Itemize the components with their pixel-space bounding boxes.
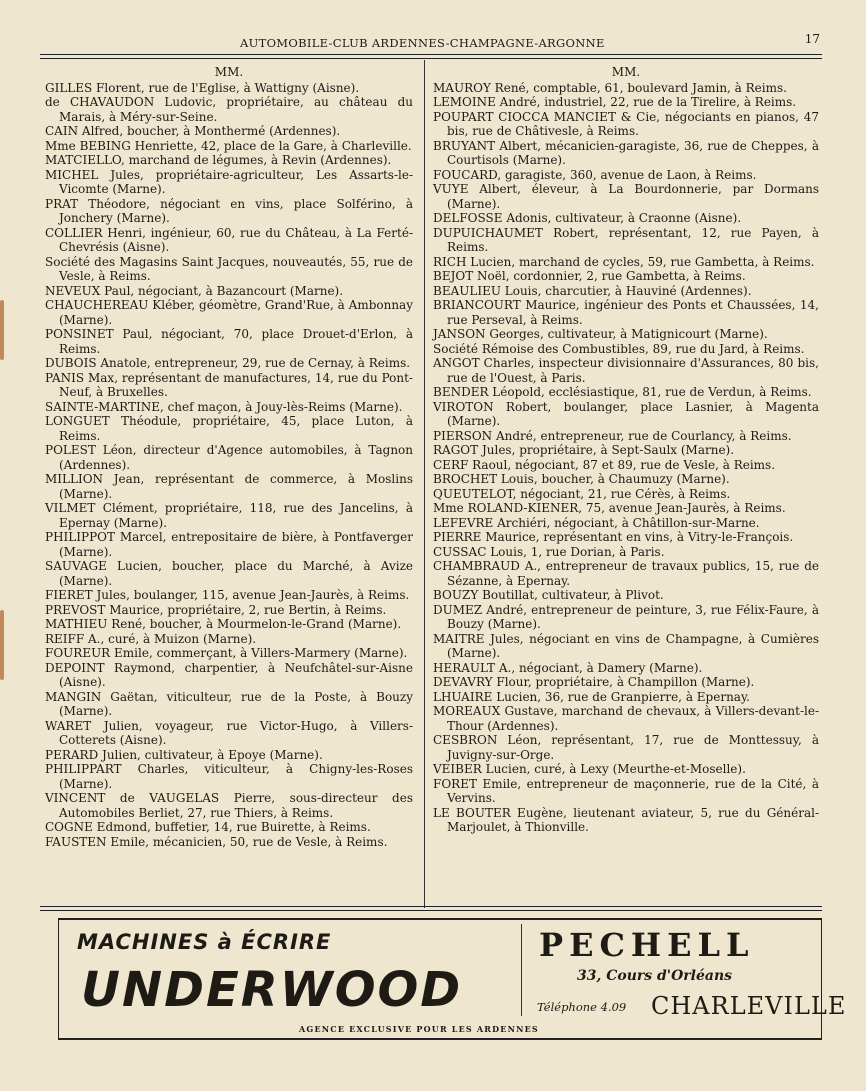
list-item: QUEUTELOT, négociant, 21, rue Cérès, à Reims. <box>433 486 731 501</box>
ad-address: 33, Cours d'Orléans <box>577 968 733 984</box>
list-item: de CHAVAUDON Ludovic, propriétaire, au château du Marais, à Méry-sur-Seine. <box>45 95 413 124</box>
binding-stain <box>0 300 4 360</box>
list-item: PRAT Théodore, négociant en vins, place Solférino, à Jonchery (Marne). <box>45 196 413 225</box>
right-column <box>433 65 819 835</box>
list-item: Mme ROLAND-KIENER, 75, avenue Jean-Jaurès, à Reims. <box>433 501 786 515</box>
list-item: FOUCARD, garagiste, 360, avenue de Laon, à Reims. <box>433 167 757 182</box>
list-item: MANGIN Gaëtan, viticulteur, rue de la Poste, à Bouzy (Marne). <box>45 689 413 718</box>
list-item: FIERET Jules, boulanger, 115, avenue Jean-Jaurès, à Reims. <box>45 588 410 602</box>
list-item: Société Rémoise des Combustibles, 89, rue du Jard, à Reims. <box>433 341 805 356</box>
ad-divider <box>521 924 522 1016</box>
footer-rule <box>40 906 822 907</box>
ad-agency-note: AGENCE EXCLUSIVE POUR LES ARDENNES <box>299 1024 539 1034</box>
left-column <box>45 65 413 849</box>
list-item: CESBRON Léon, représentant, 17, rue de Monttessuy, à Juvigny-sur-Orge. <box>433 733 819 762</box>
ad-dealer-name: PECHELL <box>539 926 755 964</box>
list-item: VEIBER Lucien, curé, à Lexy (Meurthe-et-Moselle). <box>433 762 746 776</box>
header-title: AUTOMOBILE-CLUB ARDENNES-CHAMPAGNE-ARGONNE <box>240 36 605 50</box>
ad-city: CHARLEVILLE <box>651 992 847 1020</box>
ad-telephone: Téléphone 4.09 <box>537 1000 627 1014</box>
list-item: CUSSAC Louis, 1, rue Dorian, à Paris. <box>433 544 665 559</box>
list-item: FORET Emile, entrepreneur de maçonnerie, rue de la Cité, à Vervins. <box>433 776 819 805</box>
list-item: Mme BEBING Henriette, 42, place de la Gare, à Charleville. <box>45 138 412 153</box>
list-item: PIERSON André, entrepreneur, rue de Courlancy, à Reims. <box>433 428 792 443</box>
list-item: COGNE Edmond, buffetier, 14, rue Buirette, à Reims. <box>45 820 371 834</box>
list-item: MOREAUX Gustave, marchand de chevaux, à Villers-devant-le-Thour (Ardennes). <box>433 704 819 733</box>
header-rule-thin <box>40 58 822 59</box>
list-item: BENDER Léopold, ecclésiastique, 81, rue de Verdun, à Reims. <box>433 385 812 399</box>
list-item: MATHIEU René, boucher, à Mourmelon-le-Grand (Marne). <box>45 617 402 631</box>
list-item: PONSINET Paul, négociant, 70, place Drouet-d'Erlon, à Reims. <box>45 327 413 356</box>
column-heading: MM. <box>214 65 244 79</box>
list-item: LE BOUTER Eugène, lieutenant aviateur, 5, rue du Général-Marjoulet, à Thionville. <box>433 805 819 834</box>
list-item: REIFF A., curé, à Muizon (Marne). <box>45 631 257 646</box>
list-item: CAIN Alfred, boucher, à Monthermé (Ardennes). <box>45 124 341 138</box>
list-item: PHILIPPOT Marcel, entrepositaire de bière, à Pontfaverger (Marne). <box>45 530 413 559</box>
list-item: VILMET Clément, propriétaire, 118, rue des Jancelins, à Epernay (Marne). <box>45 501 413 530</box>
list-item: MAITRE Jules, négociant en vins de Champagne, à Cumières (Marne). <box>433 631 819 660</box>
list-item: BEJOT Noël, cordonnier, 2, rue Gambetta, à Reims. <box>433 269 746 283</box>
list-item: MATCIELLO, marchand de légumes, à Revin (Ardennes). <box>45 153 392 167</box>
ad-headline: MACHINES à ÉCRIRE <box>77 930 332 954</box>
header-rule <box>40 54 822 55</box>
list-item: CHAUCHEREAU Kléber, géomètre, Grand'Rue, à Ambonnay (Marne). <box>45 298 413 327</box>
list-item: BOUZY Boutillat, cultivateur, à Plivot. <box>433 588 664 602</box>
list-item: GILLES Florent, rue de l'Eglise, à Wattigny (Aisne). <box>45 80 360 95</box>
list-item: PANIS Max, représentant de manufactures, 14, rue du Pont-Neuf, à Bruxelles. <box>45 370 413 399</box>
list-item: PREVOST Maurice, propriétaire, 2, rue Bertin, à Reims. <box>45 602 387 617</box>
list-item: DEPOINT Raymond, charpentier, à Neufchâtel-sur-Aisne (Aisne). <box>45 660 413 689</box>
list-item: RAGOT Jules, propriétaire, à Sept-Saulx (Marne). <box>433 443 735 457</box>
list-item: DELFOSSE Adonis, cultivateur, à Craonne (Aisne). <box>433 211 742 225</box>
list-item: BEAULIEU Louis, charcutier, à Hauviné (Ardennes). <box>433 283 752 298</box>
list-item: VINCENT de VAUGELAS Pierre, sous-directeur des Automobiles Berliet, 27, rue Thiers, à Reims. <box>45 791 413 820</box>
list-item: POLEST Léon, directeur d'Agence automobiles, à Tagnon (Ardennes). <box>45 443 413 472</box>
entry-list <box>433 81 819 835</box>
list-item: PHILIPPART Charles, viticulteur, à Chigny-les-Roses (Marne). <box>45 762 413 791</box>
page-header <box>40 32 820 52</box>
list-item: MILLION Jean, représentant de commerce, à Moslins (Marne). <box>45 472 413 501</box>
entry-list <box>45 81 413 850</box>
list-item: DEVAVRY Flour, propriétaire, à Champillon (Marne). <box>433 675 755 689</box>
list-item: ANGOT Charles, inspecteur divisionnaire d'Assurances, 80 bis, rue de l'Ouest, à Paris. <box>433 356 819 385</box>
list-item: WARET Julien, voyageur, rue Victor-Hugo, à Villers-Cotterets (Aisne). <box>45 718 413 747</box>
list-item: LHUAIRE Lucien, 36, rue de Granpierre, à Epernay. <box>433 689 750 704</box>
list-item: FAUSTEN Emile, mécanicien, 50, rue de Vesle, à Reims. <box>45 834 388 849</box>
list-item: MICHEL Jules, propriétaire-agriculteur, Les Assarts-le-Vicomte (Marne). <box>45 167 413 196</box>
list-item: RICH Lucien, marchand de cycles, 59, rue Gambetta, à Reims. <box>433 254 815 269</box>
ad-brand: UNDERWOOD <box>81 962 463 1018</box>
list-item: FOUREUR Emile, commerçant, à Villers-Marmery (Marne). <box>45 646 408 660</box>
list-item: HERAULT A., négociant, à Damery (Marne). <box>433 660 703 675</box>
list-item: DUMEZ André, entrepreneur de peinture, 3, rue Félix-Faure, à Bouzy (Marne). <box>433 602 819 631</box>
list-item: Société des Magasins Saint Jacques, nouveautés, 55, rue de Vesle, à Reims. <box>45 254 413 283</box>
list-item: VUYE Albert, éleveur, à La Bourdonnerie, par Dormans (Marne). <box>433 182 819 211</box>
list-item: PERARD Julien, cultivateur, à Epoye (Marne). <box>45 747 323 762</box>
page-number: 17 <box>804 32 820 46</box>
footer-rule-thin <box>40 910 822 911</box>
underwood-advertisement <box>58 918 847 1040</box>
list-item: LEMOINE André, industriel, 22, rue de la Tirelire, à Reims. <box>433 95 797 109</box>
list-item: SAUVAGE Lucien, boucher, place du Marché, à Avize (Marne). <box>45 559 413 588</box>
list-item: SAINTE-MARTINE, chef maçon, à Jouy-lès-Reims (Marne). <box>45 399 403 414</box>
list-item: VIROTON Robert, boulanger, place Lasnier, à Magenta (Marne). <box>433 399 819 428</box>
list-item: LEFEVRE Archiéri, négociant, à Châtillon-sur-Marne. <box>433 515 760 530</box>
list-item: BRIANCOURT Maurice, ingénieur des Ponts et Chaussées, 14, rue Perseval, à Reims. <box>433 298 819 327</box>
column-divider <box>424 60 425 908</box>
list-item: CHAMBRAUD A., entrepreneur de travaux publics, 15, rue de Sézanne, à Epernay. <box>433 559 819 588</box>
list-item: POUPART CIOCCA MANCIET & Cie, négociants en pianos, 47 bis, rue de Châtivesle, à Reims. <box>433 109 819 138</box>
list-item: CERF Raoul, négociant, 87 et 89, rue de Vesle, à Reims. <box>433 457 776 472</box>
column-heading: MM. <box>611 65 641 79</box>
list-item: BRUYANT Albert, mécanicien-garagiste, 36, rue de Cheppes, à Courtisols (Marne). <box>433 138 819 167</box>
list-item: DUPUICHAUMET Robert, représentant, 12, rue Payen, à Reims. <box>433 225 819 254</box>
list-item: LONGUET Théodule, propriétaire, 45, place Luton, à Reims. <box>45 414 413 443</box>
list-item: PIERRE Maurice, représentant en vins, à Vitry-le-François. <box>433 530 794 544</box>
list-item: NEVEUX Paul, négociant, à Bazancourt (Marne). <box>45 283 344 298</box>
list-item: DUBOIS Anatole, entrepreneur, 29, rue de Cernay, à Reims. <box>45 356 411 370</box>
list-item: MAUROY René, comptable, 61, boulevard Jamin, à Reims. <box>433 80 787 95</box>
list-item: COLLIER Henri, ingénieur, 60, rue du Château, à La Ferté-Chevrésis (Aisne). <box>45 225 413 254</box>
list-item: BROCHET Louis, boucher, à Chaumuzy (Marne). <box>433 472 730 486</box>
list-item: JANSON Georges, cultivateur, à Matignicourt (Marne). <box>433 327 768 341</box>
binding-stain <box>0 610 4 680</box>
